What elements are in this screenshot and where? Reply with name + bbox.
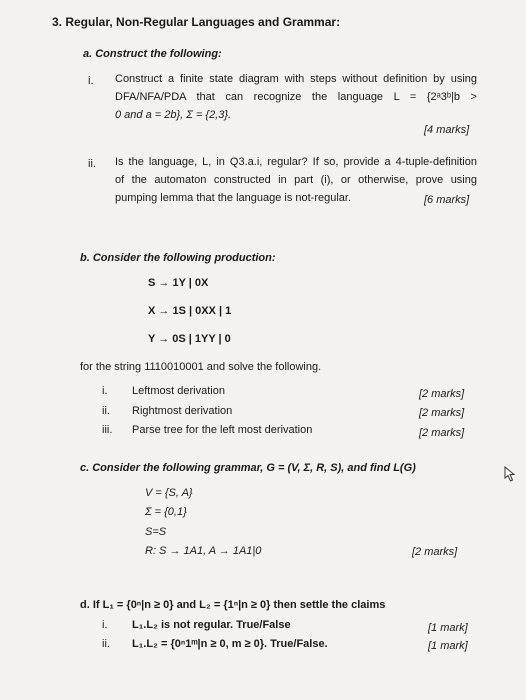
part-d-i-text: L₁.L₂ is not regular. True/False <box>132 619 291 631</box>
question-title: 3. Regular, Non-Regular Languages and Grammar: <box>52 15 341 29</box>
part-a-i-line2: DFA/NFA/PDA that can recognize the language L = {2ᵃ3ᵇ|b > <box>115 91 477 103</box>
grammar-rules: R: S → 1A1, A → 1A1|0 <box>145 545 262 557</box>
part-a-ii-line3: pumping lemma that the language is not-regular. <box>115 192 352 204</box>
part-a-ii-line1: Is the language, L, in Q3.a.i, regular? If so, provide a 4-tuple-definition <box>115 156 477 168</box>
part-b-heading: b. Consider the following production: <box>80 252 276 264</box>
part-b-ii-text: Rightmost derivation <box>132 405 233 417</box>
production-s: S → 1Y | 0X <box>148 277 209 289</box>
part-b-ii-marks: [2 marks] <box>419 407 465 419</box>
grammar-alphabet: Σ = {0,1} <box>145 506 187 518</box>
part-b-iii-marks: [2 marks] <box>419 427 465 439</box>
part-a-i-text <box>115 70 477 124</box>
part-c-heading: c. Consider the following grammar, G = (V, Σ, R, S), and find L(G) <box>80 462 416 474</box>
grammar-start: S=S <box>145 526 167 538</box>
part-a-i-number: i. <box>88 75 94 87</box>
part-b-i-number: i. <box>102 385 108 397</box>
part-b-i-marks: [2 marks] <box>419 388 465 400</box>
part-b-iii-text: Parse tree for the left most derivation <box>132 424 313 436</box>
part-d-ii-text: L₁.L₂ = {0ⁿ1ᵐ|n ≥ 0, m ≥ 0}. True/False. <box>132 638 328 650</box>
part-d-i-number: i. <box>102 619 108 631</box>
production-y: Y → 0S | 1YY | 0 <box>148 333 231 345</box>
part-a-ii-line2: of the automaton constructed in part (i), or otherwise, prove using <box>115 174 477 186</box>
part-d-heading: d. If L₁ = {0ⁿ|n ≥ 0} and L₂ = {1ⁿ|n ≥ 0} then settle the claims <box>80 599 386 611</box>
part-d-ii-marks: [1 mark] <box>428 640 468 652</box>
part-b-ii-number: ii. <box>102 405 110 417</box>
part-a-i-line3: 0 and a = 2b}, Σ = {2,3}. <box>115 109 232 121</box>
part-a-ii-marks: [6 marks] <box>424 194 470 206</box>
part-a-heading: a. Construct the following: <box>83 48 222 60</box>
part-b-instruction: for the string 1110010001 and solve the following. <box>80 361 322 373</box>
part-a-ii-text <box>115 153 477 207</box>
production-x: X → 1S | 0XX | 1 <box>148 305 232 317</box>
part-a-i-marks: [4 marks] <box>424 124 470 136</box>
grammar-variables: V = {S, A} <box>145 487 193 499</box>
part-a-i-line1: Construct a finite state diagram with steps without definition by using <box>115 73 477 85</box>
part-d-i-marks: [1 mark] <box>428 622 468 634</box>
mouse-pointer-icon <box>503 466 517 482</box>
part-a-ii-number: ii. <box>88 158 96 170</box>
part-c-marks: [2 marks] <box>412 546 458 558</box>
part-b-iii-number: iii. <box>102 424 113 436</box>
part-b-i-text: Leftmost derivation <box>132 385 225 397</box>
part-d-ii-number: ii. <box>102 638 110 650</box>
